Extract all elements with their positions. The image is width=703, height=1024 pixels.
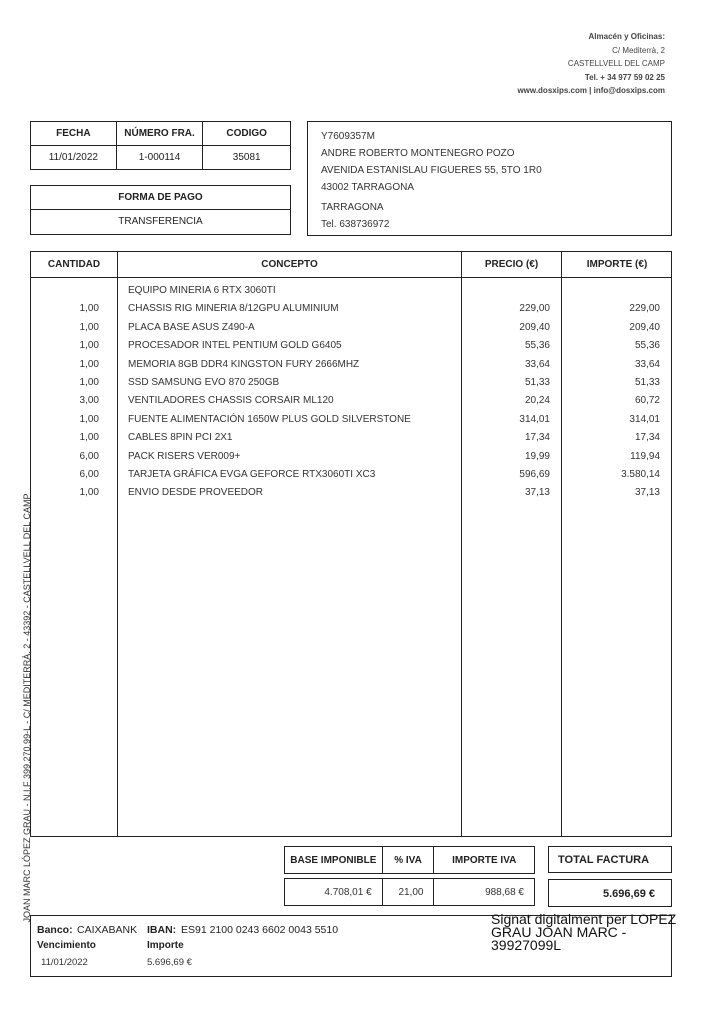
item-quantity: 1,00 [79,376,99,388]
items-header [31,252,671,278]
company-heading: Almacén y Oficinas: [588,32,665,41]
tax-summary-table [284,846,535,906]
item-concept: PACK RISERS VER009+ [128,450,241,462]
item-quantity: 1,00 [79,303,99,315]
invoice-code: 35081 [203,146,291,170]
client-id: Y7609357M [321,131,375,142]
item-concept: FUENTE ALIMENTACIÓN 1650W PLUS GOLD SILVERSTONE [128,413,411,425]
invoice-date: 11/01/2022 [31,146,117,170]
item-quantity: 3,00 [79,395,99,407]
importe-iva-label: IMPORTE IVA [434,847,535,874]
item-quantity: 1,00 [79,487,99,499]
item-concept: EQUIPO MINERIA 6 RTX 3060TI [128,285,276,296]
client-postal: 43002 TARRAGONA [321,182,415,193]
invoice-header-table [30,121,291,170]
table-row [31,411,671,429]
table-row [31,337,671,355]
base-imponible-value: 4.708,01 € [285,879,383,906]
payment-box [30,185,291,235]
table-row [31,392,671,410]
item-concept: MEMORIA 8GB DDR4 KINGSTON FURY 2666MHZ [128,358,360,370]
company-info [517,30,665,98]
importe-label: Importe [147,940,184,951]
company-phone: Tel. + 34 977 59 02 25 [584,72,665,82]
table-row [31,448,671,466]
table-row [31,319,671,337]
item-quantity: 1,00 [79,321,99,333]
base-imponible-label: BASE IMPONIBLE [285,847,383,874]
table-row [31,356,671,374]
item-amount: 60,72 [634,395,660,407]
items-table [30,251,672,837]
client-name: ANDRE ROBERTO MONTENEGRO POZO [321,148,515,159]
banco-label: Banco: [37,924,73,936]
client-phone: Tel. 638736972 [321,219,390,230]
item-price: 55,36 [524,340,550,352]
precio-header: PRECIO (€) [484,259,539,270]
total-factura-value: 5.696,69 € [548,879,672,907]
company-city: CASTELLVELL DEL CAMP [567,59,665,68]
item-amount: 37,13 [634,487,660,499]
table-row [31,484,671,502]
table-row [31,300,671,318]
table-row [31,429,671,447]
item-quantity: 1,00 [79,340,99,352]
table-row [31,466,671,484]
item-price: 51,33 [524,376,550,388]
item-price: 596,69 [519,468,550,480]
payment-label: FORMA DE PAGO [31,186,290,210]
digital-signature: Signat digitalment per LOPEZ GRAU JOAN MARC - 39927099L [491,911,677,953]
items-rows [31,282,671,503]
importe-value: 5.696,69 € [147,957,192,968]
numero-label: NÚMERO FRA. [116,122,203,146]
client-address: AVENIDA ESTANISLAU FIGUERES 55, 5TO 1R0 [321,165,542,176]
item-amount: 209,40 [629,321,660,333]
total-factura-label: TOTAL FACTURA [548,846,672,873]
vencimiento-value: 11/01/2022 [41,957,88,968]
vertical-company-text: JOAN MARC LÓPEZ GRAU - N.I.F 399.270.99-L - C/ MEDITERRÀ, 2 - 43392 - CASTELLVELL DEL CAMP [22,493,32,923]
item-concept: CHASSIS RIG MINERIA 8/12GPU ALUMINIUM [128,303,339,315]
item-price: 37,13 [524,487,550,499]
item-amount: 33,64 [634,358,660,370]
banco-value: CAIXABANK [77,924,138,936]
item-concept: ENVIO DESDE PROVEEDOR [128,487,264,499]
vencimiento-label: Vencimiento [37,940,96,951]
item-amount: 55,36 [634,340,660,352]
company-web: www.dosxips.com | info@dosxips.com [517,86,665,95]
iban-value: ES91 2100 0243 6602 0043 5510 [181,924,339,936]
item-price: 19,99 [524,450,550,462]
item-concept: PLACA BASE ASUS Z490-A [128,321,255,333]
iva-percent-value: 21,00 [382,879,434,906]
iban-label: IBAN: [147,924,177,936]
item-amount: 119,94 [630,450,660,462]
item-concept: SSD SAMSUNG EVO 870 250GB [128,376,280,388]
item-price: 209,40 [519,321,550,333]
item-price: 33,64 [524,358,550,370]
importe-header: IMPORTE (€) [586,259,648,270]
item-concept: PROCESADOR INTEL PENTIUM GOLD G6405 [128,340,342,352]
item-quantity: 1,00 [79,413,99,425]
item-price: 20,24 [524,395,550,407]
fecha-label: FECHA [31,122,117,146]
payment-value: TRANSFERENCIA [118,216,203,227]
item-quantity: 6,00 [79,450,99,462]
item-concept: VENTILADORES CHASSIS CORSAIR ML120 [128,395,334,407]
table-row [31,282,671,300]
item-quantity: 6,00 [79,468,99,480]
table-row [31,374,671,392]
item-price: 17,34 [524,432,550,444]
client-box [307,121,672,236]
importe-iva-value: 988,68 € [434,879,535,906]
company-street: C/ Mediterrà, 2 [612,45,665,55]
item-quantity: 1,00 [79,432,99,444]
item-amount: 314,01 [629,413,660,425]
invoice-number: 1-000114 [116,146,203,170]
item-quantity: 1,00 [79,358,99,370]
item-price: 314,01 [519,413,550,425]
client-province: TARRAGONA [321,202,384,213]
cantidad-header: CANTIDAD [47,259,101,270]
item-amount: 3.580,14 [621,468,660,480]
item-concept: TARJETA GRÁFICA EVGA GEFORCE RTX3060TI XC3 [128,468,376,480]
codigo-label: CODIGO [203,122,291,146]
item-amount: 229,00 [629,303,660,315]
item-price: 229,00 [519,303,550,315]
item-concept: CABLES 8PIN PCI 2X1 [128,432,233,444]
iva-percent-label: % IVA [382,847,434,874]
item-amount: 51,33 [634,376,660,388]
item-amount: 17,34 [634,432,660,444]
concepto-header: CONCEPTO [261,259,318,270]
